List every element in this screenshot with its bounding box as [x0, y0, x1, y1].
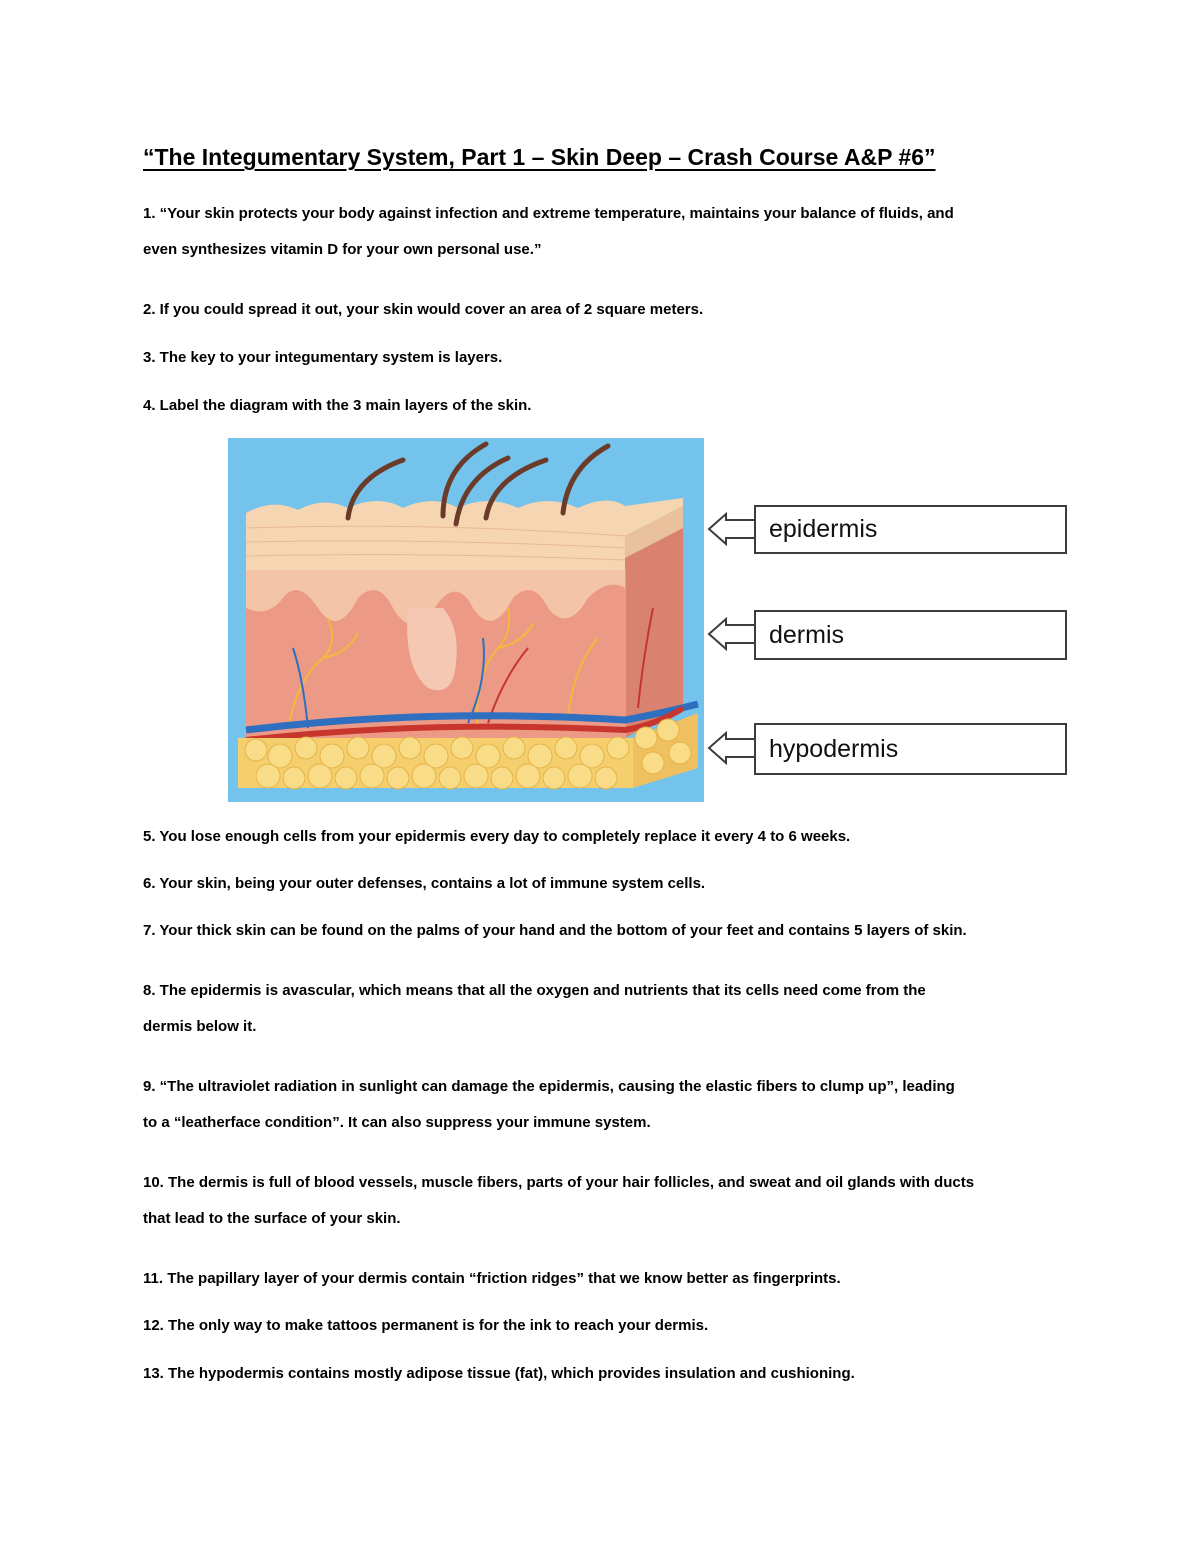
list-item: 13. The hypodermis contains mostly adipose tissue (fat), which provides insulation and cushioning. — [143, 1365, 855, 1382]
label-epidermis: epidermis — [754, 505, 1067, 554]
list-item: 2. If you could spread it out, your skin would cover an area of 2 square meters. — [143, 301, 704, 318]
list-item: 4. Label the diagram with the 3 main layers of the skin. — [143, 397, 532, 414]
arrow-left-icon — [706, 617, 756, 651]
list-item: 3. The key to your integumentary system is layers. — [143, 349, 503, 366]
list-item: 1. “Your skin protects your body against infection and extreme temperature, maintains your balance of fluids, and even synthesizes vitamin D for your own personal use.” — [143, 205, 954, 258]
list-item: 10. The dermis is full of blood vessels, muscle fibers, parts of your hair follicles, and sweat and oil glands with ducts that lead to the surface of your skin. — [143, 1174, 975, 1227]
list-item: 9. “The ultraviolet radiation in sunlight can damage the epidermis, causing the elastic fibers to clump up”, leading to a “leatherface condition”. It can also suppress your immune system. — [143, 1078, 955, 1131]
list-item: 7. Your thick skin can be found on the palms of your hand and the bottom of your feet and contains 5 layers of skin. — [143, 922, 967, 939]
list-item: 6. Your skin, being your outer defenses, contains a lot of immune system cells. — [143, 875, 706, 892]
skin-layers-diagram — [228, 438, 704, 802]
arrow-left-icon — [706, 512, 756, 546]
list-item: 8. The epidermis is avascular, which means that all the oxygen and nutrients that its cells need come from the dermis below it. — [143, 982, 926, 1035]
arrow-left-icon — [706, 731, 756, 765]
list-item: 11. The papillary layer of your dermis contain “friction ridges” that we know better as fingerprints. — [143, 1270, 841, 1287]
list-item: 5. You lose enough cells from your epidermis every day to completely replace it every 4 to 6 weeks. — [143, 828, 851, 845]
label-dermis: dermis — [754, 610, 1067, 660]
list-item: 12. The only way to make tattoos permanent is for the ink to reach your dermis. — [143, 1317, 709, 1334]
label-hypodermis: hypodermis — [754, 723, 1067, 775]
page-title: “The Integumentary System, Part 1 – Skin Deep – Crash Course A&P #6” — [143, 144, 936, 170]
